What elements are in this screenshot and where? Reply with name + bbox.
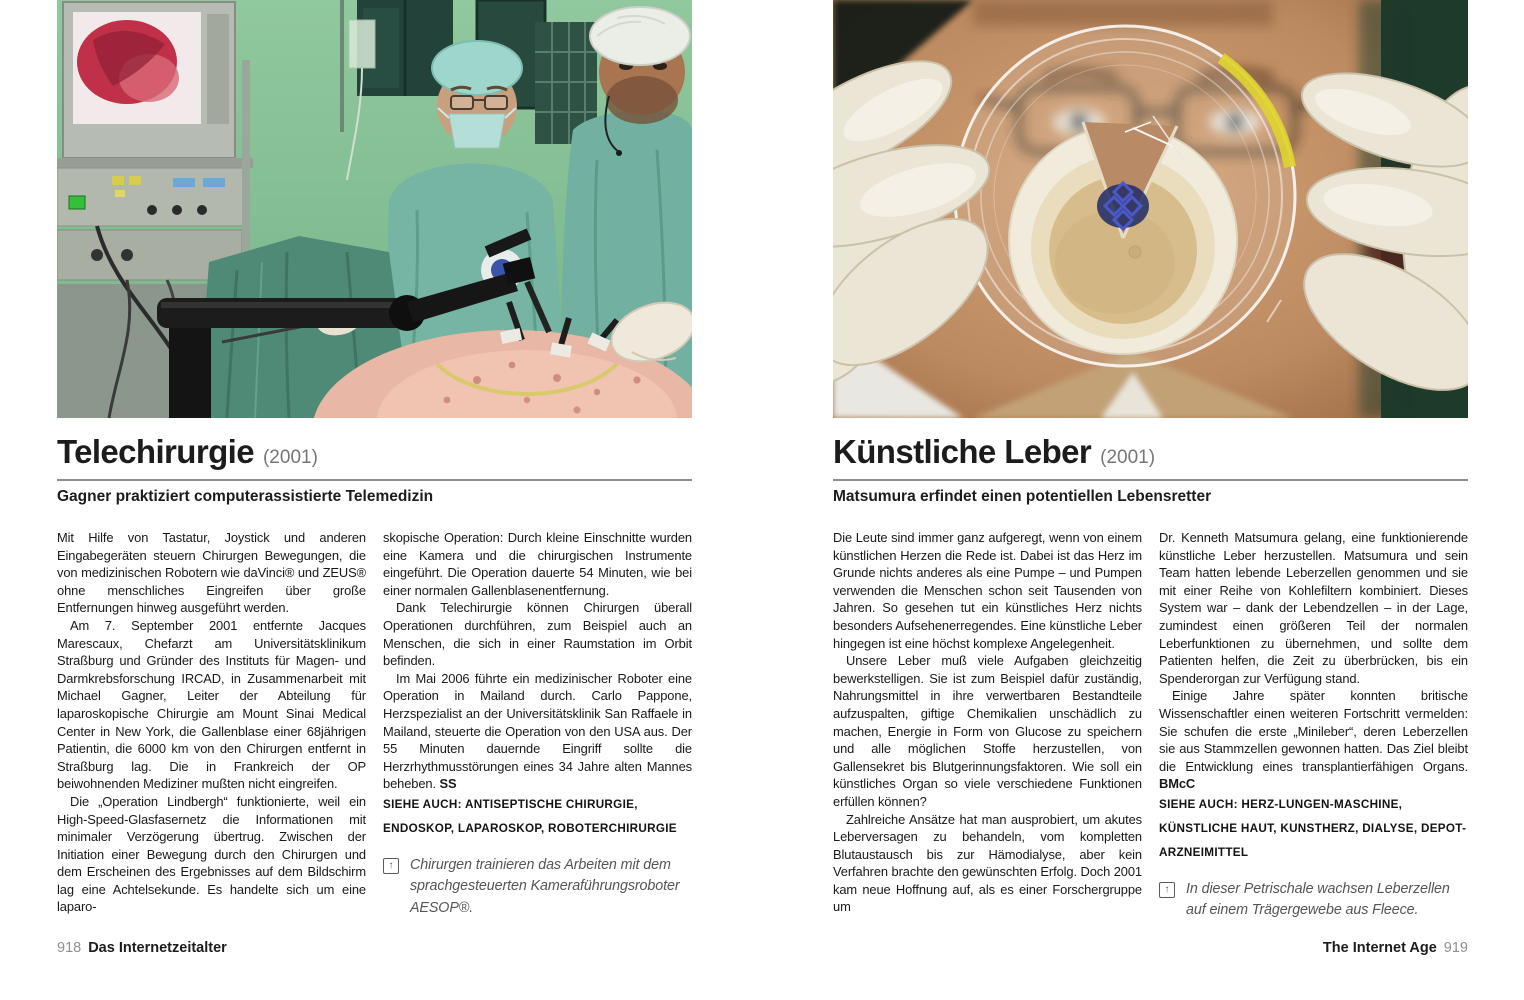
body-column-2 — [1159, 529, 1468, 922]
footer-right — [833, 940, 1468, 956]
caption-text: Chirurgen trainieren das Arbeiten mit dem sprachgesteuerten Kameraführungsroboter AESOP®. — [410, 856, 680, 916]
footer-left — [57, 940, 227, 956]
body-column-1 — [57, 529, 366, 919]
see-also-label: SIEHE AUCH: — [1159, 797, 1238, 811]
page-number: 918 — [57, 940, 82, 956]
paragraph: Unsere Leber muß viele Aufgaben gleichzeitig bewerkstelligen. Sie ist zum Beispiel dafür zuständig, Nahrungsmittel in ihre verwertbaren Bestandteile aufzuspalten, giftige Chemikalien unschädlich zu machen, Energie in Form von Glucose zu speichern und alle möglichen Stoffe herzustellen, von Gallensekret bis Blutgerinnungsfaktoren. Wie soll ein künstliches Organ so viele verschiedene Funktionen erfüllen können? — [833, 653, 1142, 809]
paragraph: skopische Operation: Durch kleine Einschnitte wurden eine Kamera und die chirurgischen Instrumente eingeführt. Die Operation dauerte 54 Minuten, wie bei einer normalen Gallenblasenentfernung. — [383, 530, 692, 598]
operating-room-photo — [57, 0, 692, 418]
paragraph-text: Einige Jahre später konnten britische Wissenschaftler einen weiteren Fortschritt vermelden: Sie schufen die erste „Minileber“, deren Leberzellen sie aus Stammzellen gewonnen hatten. Das Ziel bleibt die Entwicklung eines transplantierfähigen Organs. — [1159, 688, 1468, 774]
see-also-entries: HERZ-LUNGEN-MASCHINE, KÜNSTLICHE HAUT, KUNSTHERZ, DIALYSE, DEPOT-ARZNEIMITTEL — [1159, 797, 1467, 859]
figure-caption — [383, 855, 692, 920]
paragraph: Zahlreiche Ansätze hat man ausprobiert, um akutes Leberversagen zu behandeln, vom kompletten Blutaustausch bis zur Hämodialyse, aber kein Verfahren brachte den gewünschten Erfolg. Doch 2001 kam neue Hoffnung auf, als es einer Forschergruppe um — [833, 811, 1142, 915]
article-title-text: Telechirurgie — [57, 433, 254, 470]
paragraph: Die „Operation Lindbergh“ funktionierte, weil ein High-Speed-Glasfasernetz die Informationen mit minimaler Verzögerung übertrug. Zwischen der Initiation einer Bewegung durch den Chirurgen und dem Erscheinen des Ergebnisses auf dem Bildschirm lag eine Achtelsekunde. Es handelte sich um eine laparo- — [57, 793, 366, 915]
page-number: 919 — [1443, 940, 1468, 956]
article-title — [833, 433, 1155, 471]
article-title — [57, 433, 318, 471]
caption-text: In dieser Petrischale wachsen Leberzellen auf einem Trägergewebe aus Fleece. — [1186, 880, 1450, 919]
article-year: (2001) — [1100, 447, 1156, 468]
paragraph — [383, 670, 692, 793]
paragraph: Mit Hilfe von Tastatur, Joystick und anderen Eingabegeräten steuern Chirurgen Bewegungen, die von medizinischen Robotern wie daVinci® und ZEUS® ohne menschliches Eingreifen über große Entfernungen hinweg ausgeführt werden. — [57, 530, 366, 616]
endoscopy-monitor — [63, 2, 235, 158]
see-also — [1159, 793, 1468, 865]
body-column-1 — [833, 529, 1142, 922]
paragraph: Dr. Kenneth Matsumura gelang, eine funktionierende künstliche Leber herzustellen. Matsumura und sein Team hatten lebende Leberzellen genommen und sie mit einer Reihe von Kohlefiltern kombiniert. Dieses System war – dank der Lebendzellen – in der Lage, zumindest einen größeren Teil der normalen Leberfunktionen zu übernehmen, und sollte dem Patienten helfen, die Zeit zu überbrücken, bis ein Spenderorgan zur Verfügung stand. — [1159, 530, 1468, 686]
paragraph: Am 7. September 2001 entfernte Jacques Marescaux, Chefarzt am Universitätsklinikum Straßburg und Gründer des Instituts für Magen- und Darmkrebsforschung IRCAD, in Zusammenarbeit mit Michael Gagner, Leiter der Abteilung für laparoskopische Chirurgie am Mount Sinai Medical Center in New York, die Gallenblase einer 68jährigen Patientin, die 6000 km von den Chirurgen entfernt in Straßburg lag. Die in Frankreich der OP beiwohnenden Mediziner mußten nicht eingreifen. — [57, 617, 366, 792]
see-also-label: SIEHE AUCH: — [383, 797, 462, 811]
author-initials: SS — [439, 776, 457, 792]
article-subtitle: Matsumura erfindet einen potentiellen Lebensretter — [833, 488, 1212, 505]
up-arrow-icon: ↑ — [383, 858, 399, 874]
article-title-text: Künstliche Leber — [833, 433, 1092, 470]
article-year: (2001) — [262, 447, 318, 468]
title-rule — [833, 479, 1468, 481]
paragraph: Die Leute sind immer ganz aufgeregt, wenn von einem künstlichen Herzen die Rede ist. Dabei ist das Herz im Grunde nichts anderes als eine Pumpe – und Pumpen verwenden die Menschen schon seit Tausenden von Jahren. So gesehen tut ein künstliches Herz nichts besonders Aufsehenerregendes. Eine künstliche Leber hingegen ist eine höchst komplexe Angelegenheit. — [833, 530, 1142, 651]
book-title-english: The Internet Age — [1322, 940, 1437, 956]
article-body — [833, 529, 1468, 922]
petri-dish — [955, 26, 1295, 366]
book-title-german: Das Internetzeitalter — [88, 940, 227, 956]
article-subtitle: Gagner praktiziert computerassistierte Telemedizin — [57, 488, 434, 505]
see-also-entries: ANTISEPTISCHE CHIRURGIE, ENDOSKOP, LAPAROSKOP, ROBOTERCHIRURGIE — [383, 797, 677, 835]
paragraph-text: Im Mai 2006 führte ein medizinischer Roboter eine Operation in Mailand durch. Carlo Pappone, Herzspezialist an der Universitätsklinik San Raffaele in Mailand, steuerte die Operation von den USA aus. Der 55 Minuten dauernde Eingriff sollte die Herzrhythmusstörungen eines 34 Jahre alten Mannes beheben. — [383, 670, 692, 792]
up-arrow-icon: ↑ — [1159, 882, 1175, 898]
author-initials: BMcC — [1159, 776, 1196, 792]
paragraph: Dank Telechirurgie können Chirurgen überall Operationen durchführen, zum Beispiel auch an Menschen, die sich in einer Raumstation im Orbit befinden. — [383, 600, 692, 669]
article-body — [57, 529, 692, 919]
body-column-2 — [383, 529, 692, 919]
petri-dish-photo — [833, 0, 1468, 418]
paragraph — [1159, 687, 1468, 793]
title-rule — [57, 479, 692, 481]
left-page — [57, 0, 692, 1000]
right-page — [833, 0, 1468, 1000]
see-also — [383, 793, 692, 841]
figure-caption — [1159, 879, 1468, 922]
